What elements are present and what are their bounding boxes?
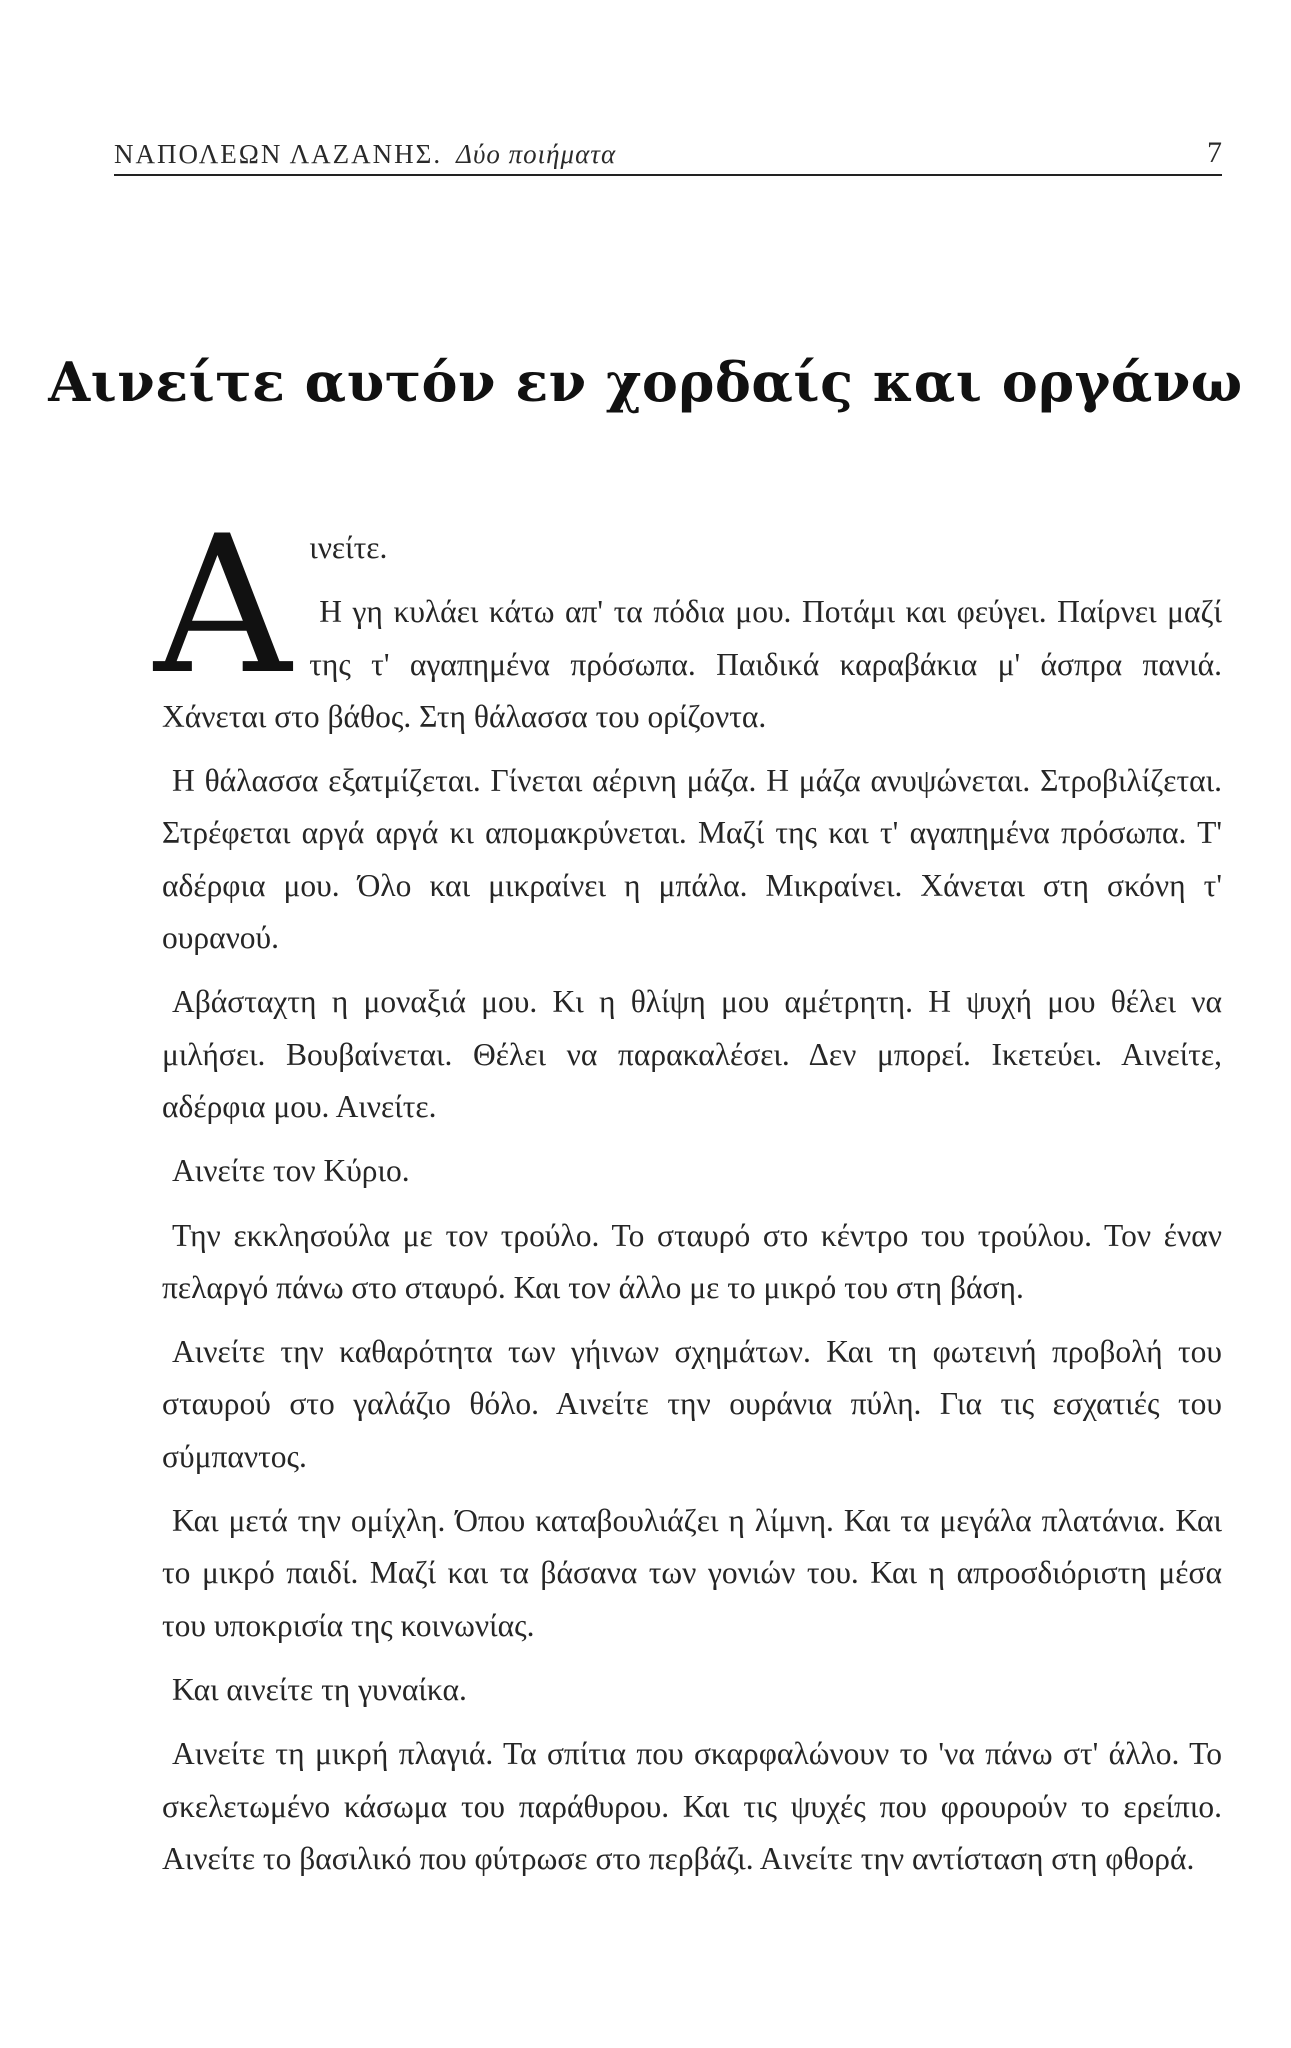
paragraph: Αινείτε τον Κύριο.	[172, 1153, 410, 1189]
running-head-author: ΝΑΠΟΛΕΩΝ ΛΑΖΑΝΗΣ.	[114, 139, 443, 169]
paragraph: Και μετά την ομίχλη. Όπου καταβουλιάζει η λίμνη. Και τα μεγάλα πλατάνια. Και το μικρό παιδί. Μαζί και τα βάσανα των γονιών του. Και η απροσδιόριστη μέσα του υποκρισία της κοινωνίας.	[162, 1503, 1222, 1643]
paragraph: Αινείτε τη μικρή πλαγιά. Τα σπίτια που σκαρφαλώνουν το 'να πάνω στ' άλλο. Το σκελετωμένο κάσωμα του παράθυρου. Και τις ψυχές που φρουρούν το ερείπιο. Αινείτε το βασιλικό που φύτρωσε στο περβάζι. Αινείτε την αντίσταση στη φθορά.	[162, 1736, 1222, 1876]
running-head-text	[114, 139, 616, 170]
poem-title: Αινείτε αυτόν εν χορδαίς και οργάνω	[48, 350, 1243, 414]
paragraph: ινείτε.	[309, 530, 388, 565]
paragraph: Την εκκλησούλα με τον τρούλο. Το σταυρό στο κέντρο του τρούλου. Τον έναν πελαργό πάνω στο σταυρό. Και τον άλλο με το μικρό του στη βάση.	[162, 1217, 1222, 1305]
drop-cap-initial: Α	[154, 495, 292, 716]
running-head	[114, 128, 1222, 176]
paragraph: Αβάσταχτη η μοναξιά μου. Κι η θλίψη μου αμέτρητη. Η ψυχή μου θέλει να μιλήσει. Βουβαίνεται. Θέλει να παρακαλέσει. Δεν μπορεί. Ικετεύει. Αινείτε, αδέρφια μου. Αινείτε.	[162, 984, 1222, 1124]
running-head-work-title: Δύο ποιήματα	[456, 139, 617, 169]
paragraph: Η θάλασσα εξατμίζεται. Γίνεται αέρινη μάζα. Η μάζα ανυψώνεται. Στροβιλίζεται. Στρέφεται αργά αργά κι απομακρύνεται. Μαζί της και τ' αγαπημένα πρόσωπα. Τ' αδέρφια μου. Όλο και μικραίνει η μπάλα. Μικραίνει. Χάνεται στη σκόνη τ' ουρανού.	[162, 763, 1222, 956]
paragraph: Η γη κυλάει κάτω απ' τα πόδια μου. Ποτάμι και φεύγει. Παίρνει μαζί της τ' αγαπημένα πρόσωπα. Παιδικά καραβάκια μ' άσπρα πανιά. Χάνεται στο βάθος. Στη θάλασσα του ορίζοντα.	[162, 594, 1222, 734]
paragraph: Και αινείτε τη γυναίκα.	[172, 1671, 467, 1707]
poem-body	[154, 495, 1222, 1897]
page-number: 7	[1207, 136, 1222, 169]
paragraph: Αινείτε την καθαρότητα των γήινων σχημάτων. Και τη φωτεινή προβολή του σταυρού στο γαλάζιο θόλο. Αινείτε την ουράνια πύλη. Για τις εσχατιές του σύμπαντος.	[162, 1334, 1222, 1474]
